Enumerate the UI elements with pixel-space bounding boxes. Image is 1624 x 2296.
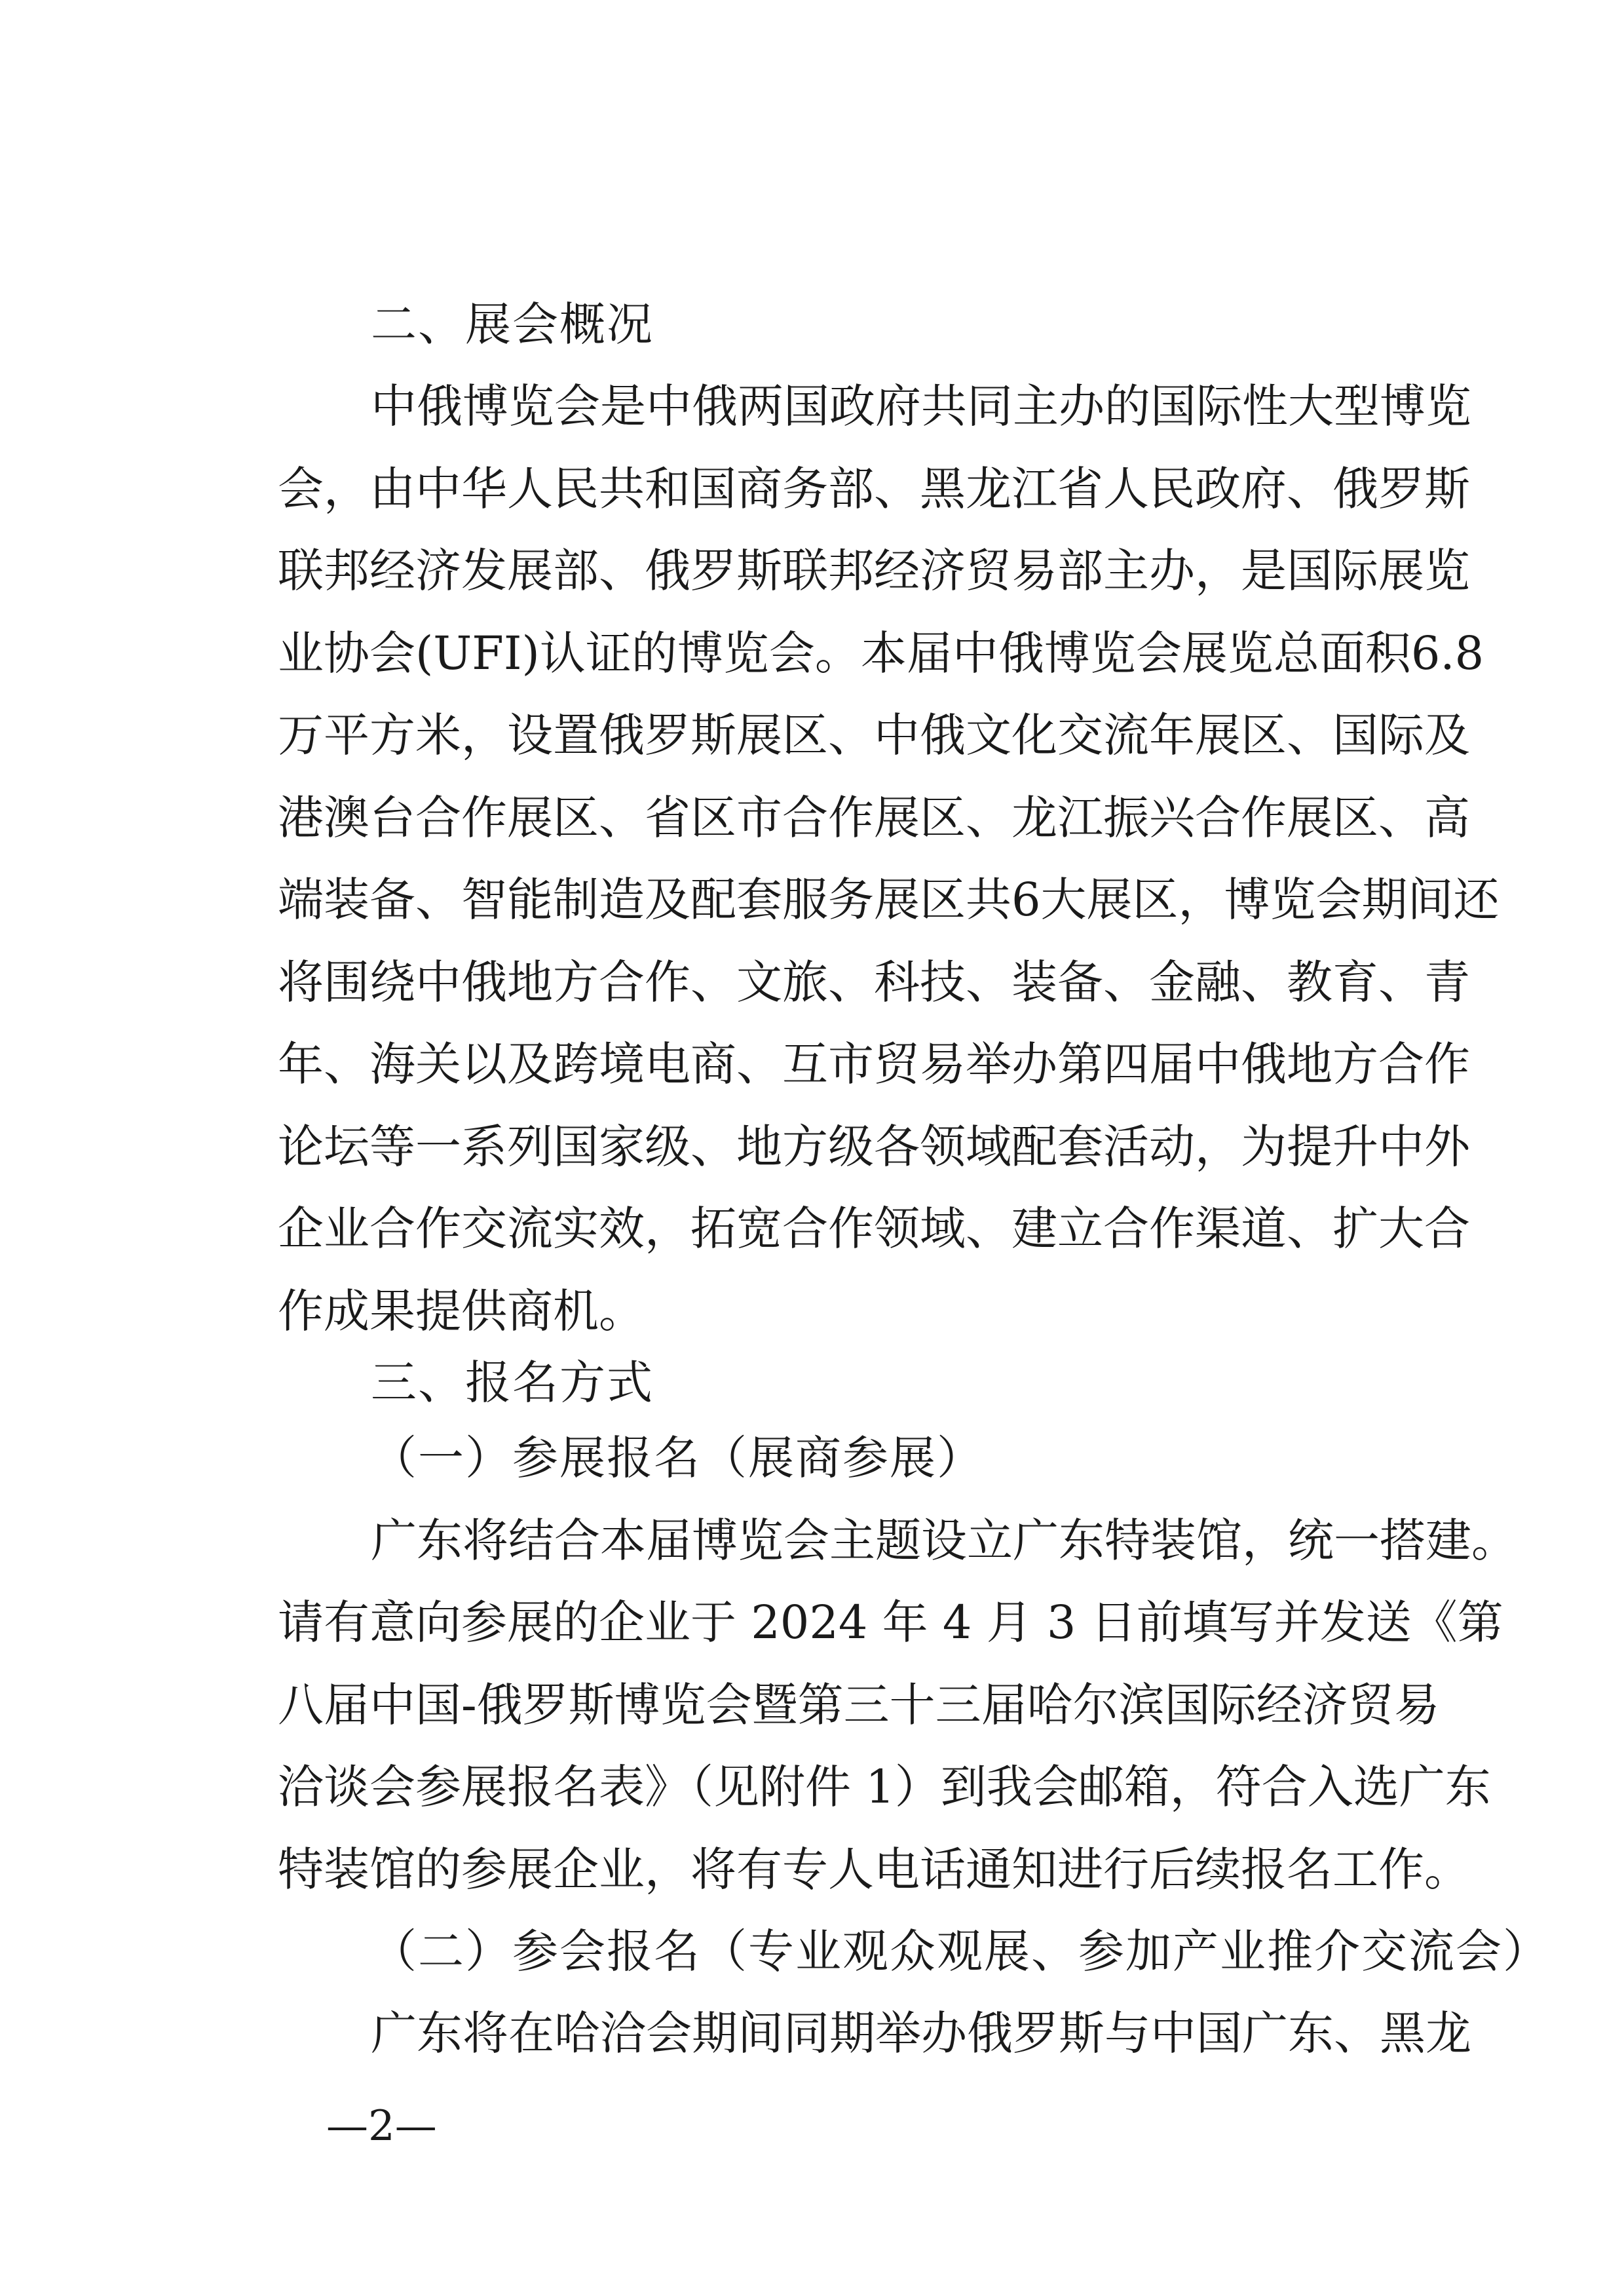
paragraph-line: 中俄博览会是中俄两国政府共同主办的国际性大型博览 [371, 379, 1471, 433]
paragraph-line: 端装备、智能制造及配套服务展区共6大展区，博览会期间还 [278, 873, 1500, 927]
section-heading-exhibition-overview: 二、展会概况 [371, 297, 654, 351]
paragraph-line: 请有意向参展的企业于 2024 年 4 月 3 日前填写并发送《第 [278, 1596, 1503, 1649]
subsection-heading-exhibitor-registration: （一）参展报名（展商参展） [371, 1431, 984, 1485]
paragraph-line: 特装馆的参展企业，将有专人电话通知进行后续报名工作。 [278, 1843, 1470, 1896]
paragraph-line: 年、海关以及跨境电商、互市贸易举办第四届中俄地方合作 [278, 1037, 1470, 1091]
paragraph-line: 八届中国-俄罗斯博览会暨第三十三届哈尔滨国际经济贸易 [278, 1678, 1440, 1732]
section-heading-registration-method: 三、报名方式 [371, 1356, 654, 1409]
paragraph-line: 论坛等一系列国家级、地方级各领域配套活动，为提升中外 [278, 1120, 1470, 1174]
page-number: —2— [326, 2102, 437, 2151]
paragraph-line: 联邦经济发展部、俄罗斯联邦经济贸易部主办，是国际展览 [278, 544, 1470, 598]
subsection-heading-attendee-registration: （二）参会报名（专业观众观展、参加产业推介交流会） [371, 1924, 1550, 1978]
paragraph-line: 作成果提供商机。 [278, 1284, 645, 1338]
paragraph-line: 将围绕中俄地方合作、文旅、科技、装备、金融、教育、青 [278, 955, 1470, 1009]
paragraph-line: 广东将结合本届博览会主题设立广东特装馆，统一搭建。 [371, 1514, 1517, 1567]
paragraph-line: 港澳台合作展区、省区市合作展区、龙江振兴合作展区、高 [278, 791, 1470, 845]
paragraph-line: 广东将在哈洽会期间同期举办俄罗斯与中国广东、黑龙 [371, 2006, 1471, 2060]
paragraph-line: 企业合作交流实效，拓宽合作领域、建立合作渠道、扩大合 [278, 1202, 1470, 1255]
paragraph-line: 业协会(UFI)认证的博览会。本届中俄博览会展览总面积6.8 [278, 626, 1484, 680]
paragraph-line: 会，由中华人民共和国商务部、黑龙江省人民政府、俄罗斯 [278, 462, 1470, 516]
paragraph-line: 洽谈会参展报名表》（见附件 1）到我会邮箱，符合入选广东 [278, 1760, 1491, 1814]
paragraph-line: 万平方米，设置俄罗斯展区、中俄文化交流年展区、国际及 [278, 708, 1470, 762]
